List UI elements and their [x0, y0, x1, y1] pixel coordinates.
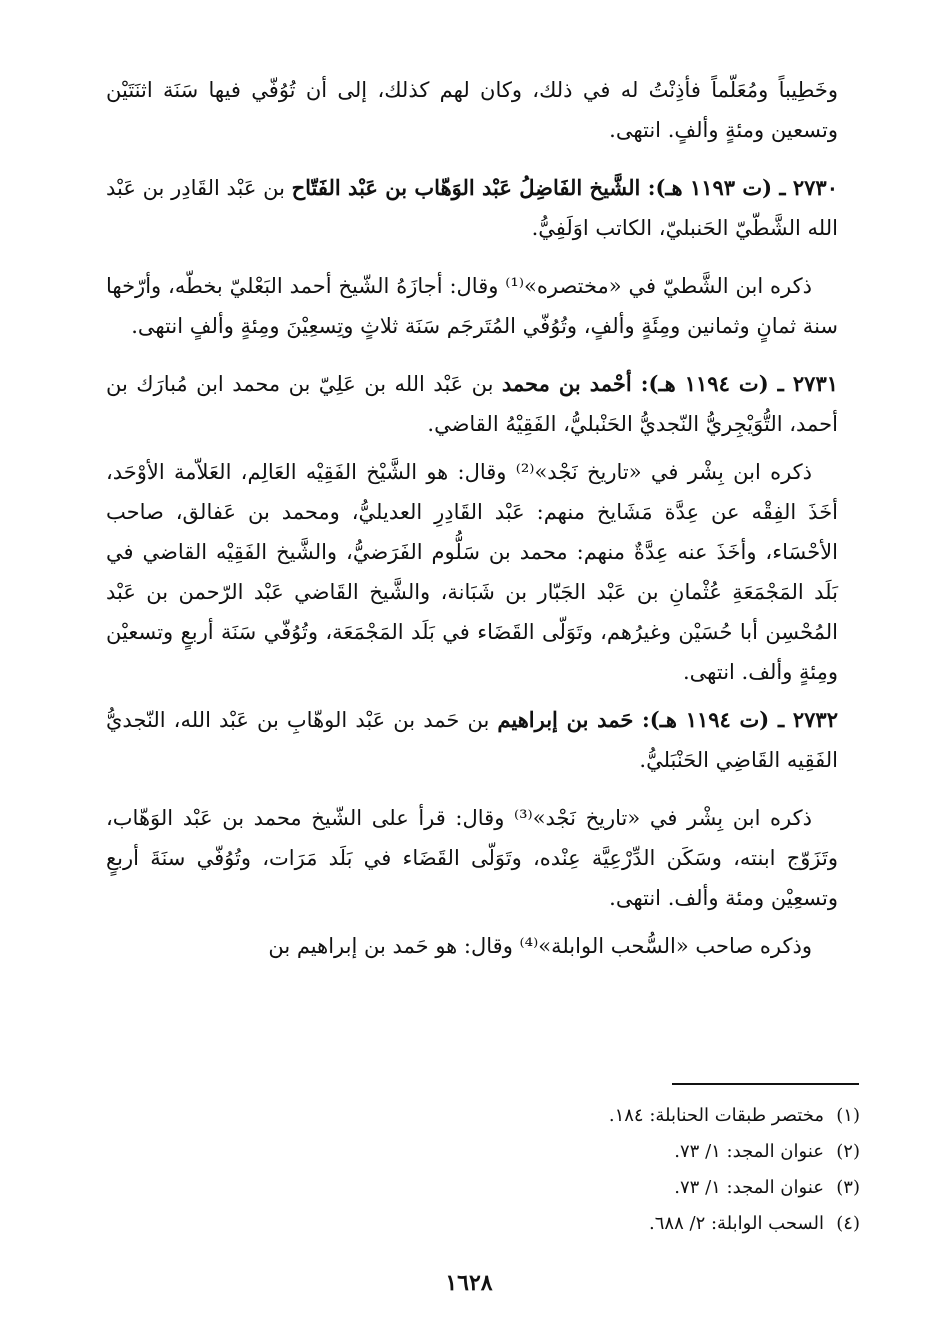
entry-heading: ٢٧٣٢ ـ (ت ١١٩٤ هـ): حَمد بن إبراهيم: [497, 707, 838, 732]
footnote-text: عنوان المجد: ١/ ٧٣.: [674, 1177, 824, 1198]
text-line: القَاضي عَبْد الرّحمن بن عَبْد المُحْسِن أبا حُسَيْن وغيرُهم، وتَوَلّى القَضَاء في بَلَد: [106, 580, 838, 644]
text-line: ذكره ابن الشَّطيّ في «مختصره»⁽¹⁾ وقال: أجازَهُ الشّيخ أحمد البَعْليّ: [229, 274, 812, 298]
continuation-paragraph: [106, 70, 838, 150]
page-body: [106, 70, 838, 966]
paragraph-2732-b: [106, 926, 838, 966]
entry-heading: ٢٧٣١ ـ (ت ١١٩٤ هـ): أحْمد بن محمد: [501, 371, 839, 396]
entry-2731: [106, 364, 838, 444]
text-line: ذكره ابن بِشْر في «تاريخ نَجْد»⁽²⁾ وقال: هو الشَّيْخ الفَقِيْه العَالِم، العَلاّمة: [174, 460, 813, 484]
footnote: [540, 1134, 860, 1170]
entry-2732: [106, 700, 838, 780]
footnotes: [540, 1098, 860, 1242]
footnote: [540, 1098, 860, 1134]
text-line: وتُوُفّي سنَةَ أربعٍ وتسعِيْن ومئة وألف. انتهى.: [106, 846, 838, 910]
footnote-text: عنوان المجد: ١/ ٧٣.: [674, 1141, 824, 1162]
footnote-number: (٤): [836, 1213, 860, 1234]
text-line: بخطّه، وأرّخها سنة ثمانٍ وثمانين ومِئَةٍ وألفٍ، وتُوُفّي المُتَرجَم سَنَة ثلاثٍ: [106, 274, 838, 338]
footnote: [540, 1170, 860, 1206]
entry-heading-tail: بن عَبْد الله بن عَلِيّ بن محمد: [232, 372, 502, 396]
text-line: وخَطِيباً ومُعَلّماً فأذِنْتُ له في ذلك، وكان لهم كذلك، إلى أن تُوُفّي فيها سَنَة: [163, 78, 838, 102]
footnote-separator: [672, 1083, 859, 1085]
entry-line: عَبْد القَادِر بن عَبْد الله الشَّطّيّ الحَنبليّ، الكاتب اوَلَفِيُّ.: [106, 176, 838, 240]
text-line: والشَّيخ الفَقِيْه القاضي في بَلَد المَجْمَعَةِ عُثْمانِ بن عَبْد الجَبّار بن شَبَانة، والشَّيخ: [106, 540, 838, 604]
footnote-number: (٢): [836, 1141, 860, 1162]
entry-heading-tail: بن حَمد بن عَبْد الوهّابِ بن: [256, 708, 498, 732]
footnote-number: (٣): [836, 1177, 860, 1198]
footnote-text: مختصر طبقات الحنابلة: ١٨٤.: [608, 1105, 824, 1126]
text-line: اثنَتَيْن وتسعين ومئةٍ وألفٍ. انتهى.: [106, 78, 838, 142]
text-line: المَجْمَعَة، وتُوُفّي سَنَة أربعٍ وتسعيْن ومِئةٍ وألف. انتهى.: [106, 620, 838, 684]
paragraph-2730: [106, 266, 838, 346]
text-line: وتِسعِيْنَ ومِئةٍ وألفٍ انتهى.: [131, 314, 354, 338]
footnote-number: (١): [836, 1105, 860, 1126]
paragraph-2732: [106, 798, 838, 918]
paragraph-2731: [106, 452, 838, 692]
text-line: وذكره صاحب «السُّحب الوابلة»⁽⁴⁾ وقال: هو حَمد بن إبراهيم بن: [268, 934, 812, 958]
entry-line: ابن مُبارَك بن أحمد، التُّوَيْجِريُّ النّجديُّ الحَنْبليُّ، الفَقِيْهُ القاضي.: [106, 372, 838, 436]
footnote-text: السحب الوابلة: ٢/ ٦٨٨.: [649, 1213, 824, 1234]
entry-line: عَبْد الله، النّجديُّ الفَقِيه القَاضِي الحَنْبَليُّ.: [106, 708, 838, 772]
text-line: عَبْد الوَهّاب، وتَزَوّج ابنته، وسَكَن الدِّرْعِيَّة عِنْده، وتَوَلّى القَضَاء في بَلَد مَرَات،: [106, 806, 838, 870]
text-line: الأوْحَد، أخَذَ الفِقْه عن عِدَّة مَشَايخ منهم: عَبْد القَادِرِ العديليُّ، ومحمد بن: [106, 460, 839, 524]
text-line: عَفالق، صاحب الأحْسَاء، وأخَذَ عنه عِدَّةٌ منهم: محمد بن سَلُّوم الفَرَضيُّ،: [106, 500, 838, 564]
text-line: ذكره ابن بِشْر في «تاريخ نَجْد»⁽³⁾ وقال: قرأ على الشّيخ محمد بن: [222, 806, 812, 830]
page-number: ١٦٢٨: [445, 1270, 493, 1296]
entry-heading: ٢٧٣٠ ـ (ت ١١٩٣ هـ): الشَّيخ الفَاضِلُ عَبْد الوَهّاب بن عَبْد الفَتّاح: [291, 175, 838, 200]
entry-2730: [106, 168, 838, 248]
footnote: [540, 1206, 860, 1242]
entry-heading-tail: بن: [263, 176, 292, 200]
